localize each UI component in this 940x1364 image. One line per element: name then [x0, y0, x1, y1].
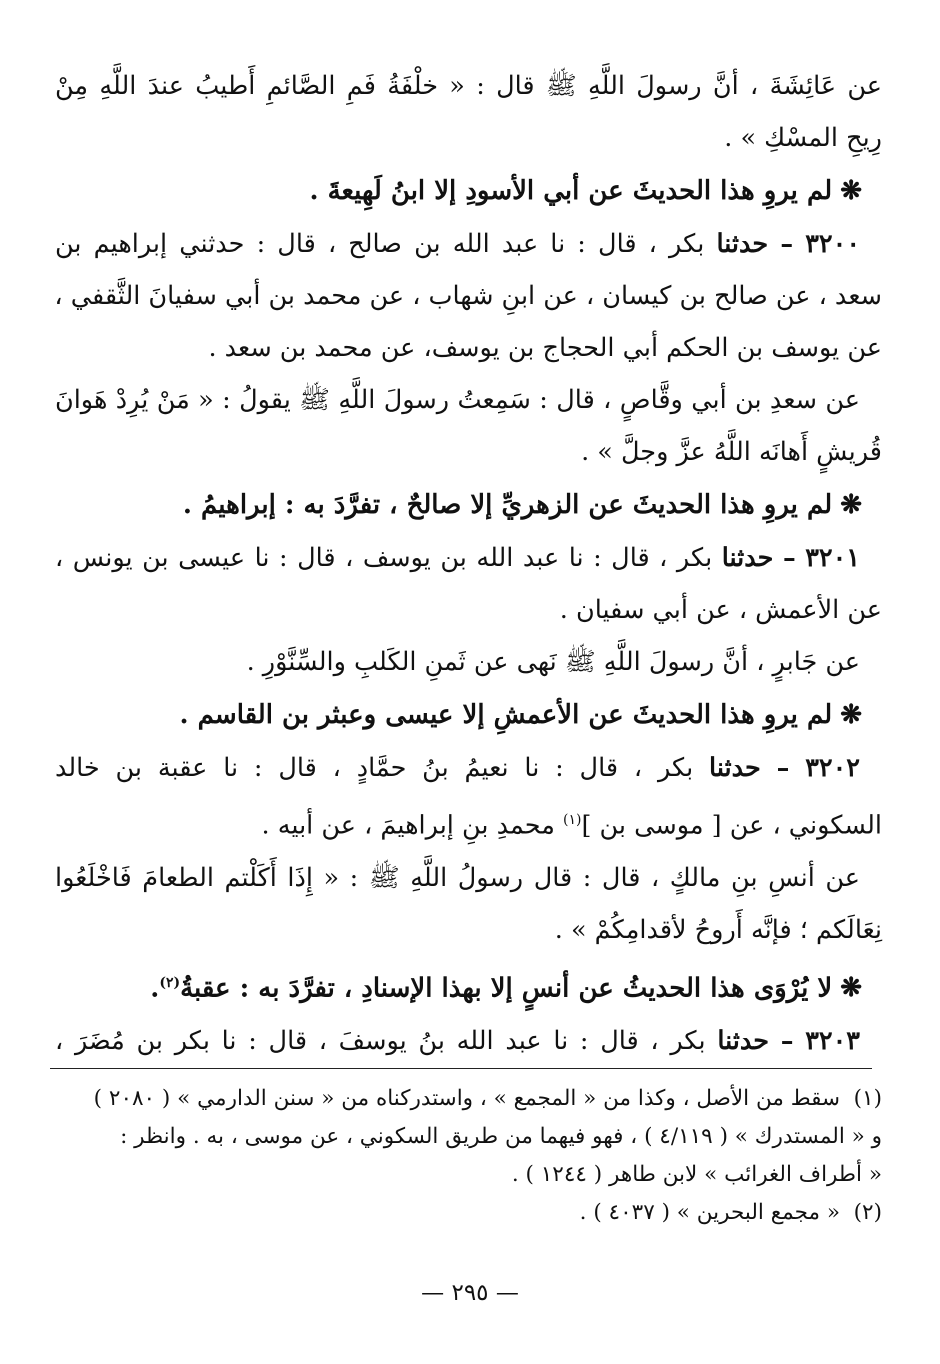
text-line-1: عن عَائِشَةَ ، أنَّ رسولَ اللَّهِ ﷺ قال : « خلْفَةُ فَمِ الصَّائمِ أَطيبُ عندَ اللَّهِ مِنْ: [55, 71, 882, 101]
narration-keyword: حدثنا: [716, 229, 769, 259]
note-heading-4: ❋لا يُرْوَى هذا الحديثُ عن أنسٍ إلا بهذا الإسنادِ ، تفرَّدَ به : عقبةُ$^{(٢)}$.: [150, 973, 862, 1004]
page-number: — ٢٩٥ —: [421, 1280, 519, 1306]
note-heading-2: [55, 478, 882, 532]
star-icon: ❋: [840, 700, 862, 730]
text-line-16: عن أنسِ بنِ مالكٍ ، قال : قال رسولُ اللَّهِ ﷺ : « إِذَا أَكَلْتم الطعامَ فَاخْلَعُوا: [55, 862, 860, 893]
text-line-11: عن الأعمش ، عن أبي سفيان .: [559, 595, 882, 625]
text-line-17: نِعَالَكم ؛ فإنَّه أَروحُ لأقدامِكُمْ » .: [554, 914, 882, 945]
footnote-1-line-2: و « المستدرك » ( ٤/١١٩ ) ، فهو فيهما من طريق السكوني ، عن موسى ، به . وانظر :: [120, 1124, 882, 1149]
hadith-number: ٣٢٠١: [805, 543, 860, 573]
star-icon: ❋: [840, 176, 862, 206]
dash: –: [776, 753, 790, 783]
note-heading-text: لم يروِ هذا الحديثَ عن أبي الأسودِ إلا ابنُ لَهِيعةَ .: [309, 176, 833, 206]
text-line-2: رِيحِ المسْكِ » .: [724, 123, 882, 153]
text-segment: محمدِ بنِ إبراهيمَ ، عن أبيه .: [261, 810, 555, 841]
text-line-8: قُريشٍ أَهانَه اللَّهُ عزَّ وجلَّ » .: [581, 437, 882, 467]
hadith-3201-line-1: [55, 532, 882, 584]
footnote-divider: [50, 1068, 872, 1069]
hadith-3200-line-1: [55, 218, 882, 270]
star-icon: ❋: [840, 973, 862, 1004]
note-heading-text: لم يروِ هذا الحديثَ عن الأعمشِ إلا عيسى وعبثر بن القاسم .: [179, 700, 833, 730]
footnote-1-line-3: « أطراف الغرائب » لابن طاهر ( ١٢٤٤ ) .: [511, 1162, 882, 1187]
dash: –: [780, 1026, 794, 1057]
text-line-12: عن جَابرٍ ، أنَّ رسولَ اللَّهِ ﷺ نَهى عن ثَمنِ الكَلبِ والسِّنَّوْرِ .: [246, 647, 860, 677]
star-icon: ❋: [840, 490, 862, 520]
text-line-5: سعد ، عن صالح بن كيسان ، عن ابنِ شهاب ، عن محمد بن أبي سفيانَ الثَّقفي ،: [54, 281, 882, 311]
footnote-1-line-1: [55, 1080, 882, 1118]
hadith-3203-line-1: [55, 1015, 882, 1067]
text-segment: بكر ، قال : نا عبد الله بنُ يوسفَ ، قال : نا بكر بن مُضَرَ ،: [55, 1026, 706, 1057]
hadith-number: ٣٢٠٢: [805, 753, 860, 783]
hadith-number: ٣٢٠٠: [805, 229, 861, 259]
footnote-text: « مجمع البحرين » ( ٤٠٣٧ ) .: [579, 1200, 840, 1225]
footnote-mark: (٢): [853, 1200, 882, 1225]
footnote-mark: (١): [853, 1086, 882, 1111]
note-heading-3: [55, 688, 882, 742]
text-segment: بكر ، قال : نا عبد الله بن صالح ، قال : حدثني إبراهيم بن: [55, 229, 705, 259]
footnote-ref-2: (٢): [159, 974, 181, 991]
note-heading-1: [55, 164, 882, 218]
narration-keyword: حدثنا: [721, 543, 774, 573]
text-line-15: [55, 794, 882, 852]
note-heading-text: لا يُرْوَى هذا الحديثُ عن أنسٍ إلا بهذا الإسنادِ ، تفرَّدَ به : عقبةُ: [180, 973, 833, 1004]
narration-keyword: حدثنا: [709, 753, 761, 783]
text-line-6: عن يوسف بن الحكم أبي الحجاج بن يوسف، عن محمد بن سعد .: [208, 333, 882, 363]
dash: –: [782, 543, 796, 573]
footnotes: [55, 1080, 882, 1232]
text-line-7: عن سعدِ بن أبي وقَّاصٍ ، قال : سَمِعتُ رسولَ اللَّهِ ﷺ يقولُ : « مَنْ يُرِدْ هَوانَ: [55, 385, 860, 415]
footnote-2-line-1: [55, 1194, 882, 1232]
hadith-3202-line-1: [55, 742, 882, 794]
text-segment: بكر ، قال : نا نعيمُ بنُ حمَّادٍ ، قال : نا عقبة بن خالد: [55, 753, 694, 783]
footnote-ref-1: (١): [562, 812, 582, 828]
hadith-number: ٣٢٠٣: [805, 1026, 861, 1057]
text-segment: بكر ، قال : نا عبد الله بن يوسف ، قال : نا عيسى بن يونس ،: [55, 543, 713, 573]
footnote-text: سقط من الأصل ، وكذا من « المجمع » ، واستدركناه من « سنن الدارمي » ( ٢٠٨٠ ): [93, 1086, 840, 1111]
narration-keyword: حدثنا: [717, 1026, 770, 1057]
text-segment: السكوني ، عن [ موسى بن ]: [581, 810, 882, 841]
note-heading-text: لم يروِ هذا الحديثَ عن الزهريِّ إلا صالحٌ ، تفرَّدَ به : إبراهيمُ .: [182, 490, 833, 520]
dash: –: [780, 229, 794, 259]
